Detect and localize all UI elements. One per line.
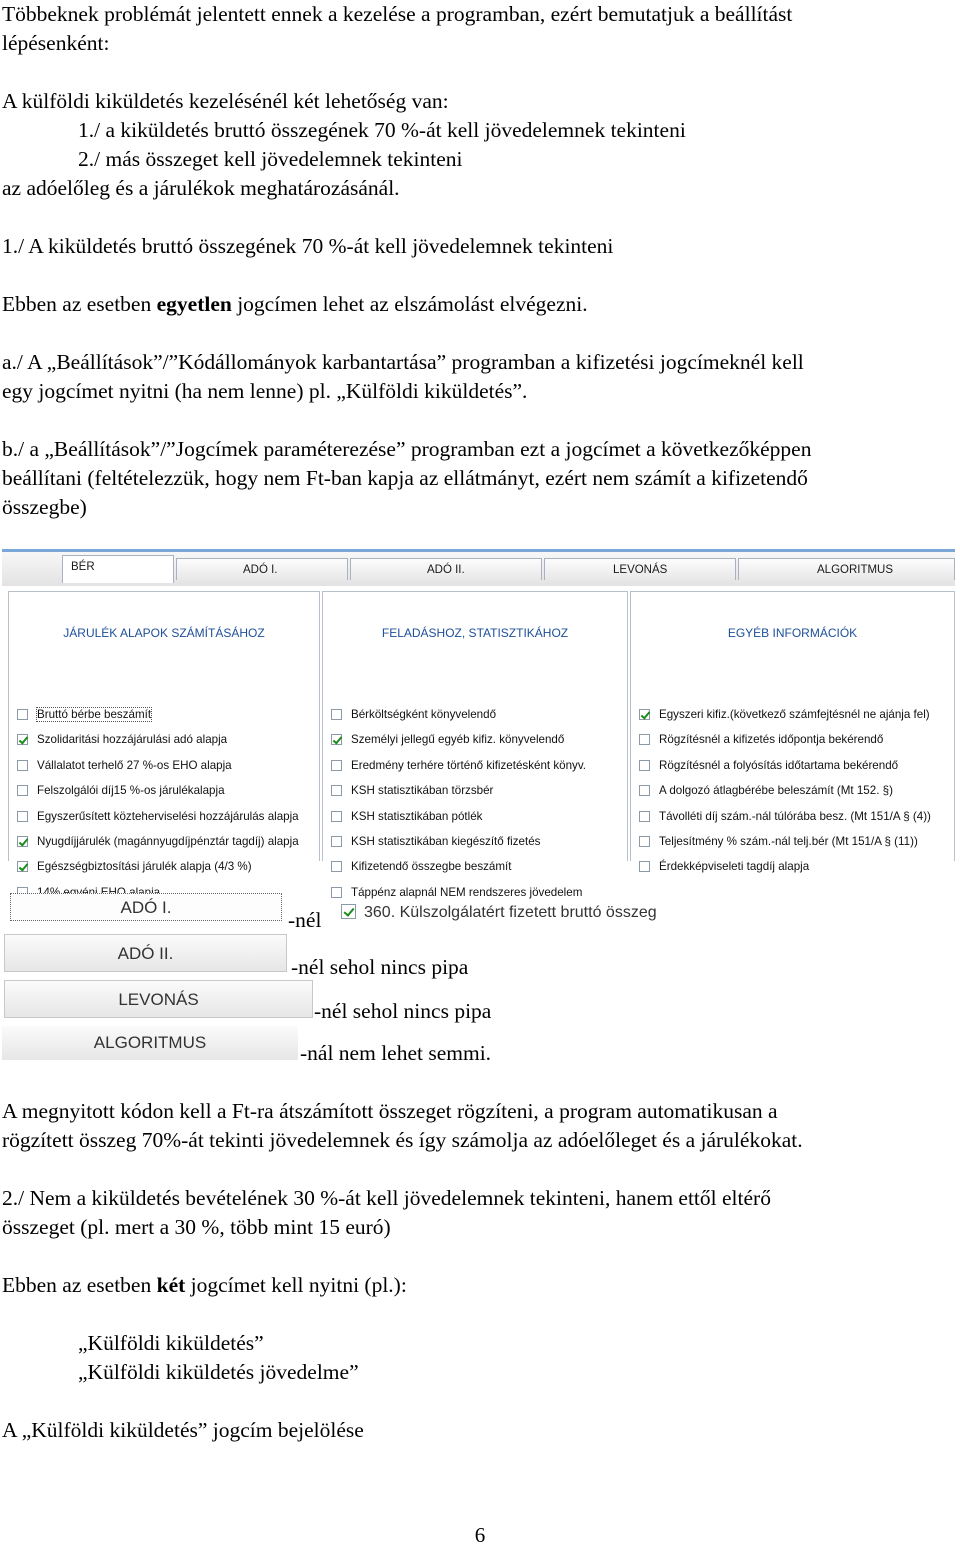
checkbox-label: Egyszerűsített közteherviselési hozzájárulás alapja <box>37 809 299 823</box>
checkbox-item[interactable] <box>37 756 232 776</box>
tab-ado-1[interactable]: ADÓ I. <box>176 558 348 580</box>
checkbox-item[interactable] <box>351 807 482 827</box>
after-line-2: rögzített összeg 70%-át tekinti jövedelemnek és így számolja az adóelőleget és a járulékokat. <box>2 1128 803 1152</box>
unchecked-checkbox[interactable] <box>331 887 342 898</box>
checkbox-item[interactable] <box>37 807 299 827</box>
group-egyeb-informaciok <box>630 591 955 874</box>
section-1-title: 1./ A kiküldetés bruttó összegének 70 %-át kell jövedelemnek tekinteni <box>2 234 614 258</box>
unchecked-checkbox[interactable] <box>639 734 650 745</box>
checkbox-item[interactable] <box>659 832 918 852</box>
checkbox-item[interactable] <box>659 705 930 725</box>
section-2-text: Ebben az esetben két jogcímet kell nyitni (pl.): <box>2 1273 407 1297</box>
checkbox-item[interactable] <box>37 705 151 725</box>
tab-levonas[interactable]: LEVONÁS <box>544 558 736 580</box>
step-a-line-1: a./ A „Beállítások”/”Kódállományok karbantartása” programban a kifizetési jogcímeknél kell <box>2 350 804 374</box>
checkbox-label: Táppénz alapnál NEM rendszeres jövedelem <box>351 885 583 899</box>
group-title: EGYÉB INFORMÁCIÓK <box>727 626 858 640</box>
tab-ado-2[interactable]: ADÓ II. <box>350 558 542 580</box>
checkbox-label: A dolgozó átlagbérébe beleszámít (Mt 152. §) <box>659 784 893 798</box>
after-line-1: A megnyitott kódon kell a Ft-ra átszámított összeget rögzíteni, a program automatikusan a <box>2 1099 778 1123</box>
checkbox-label: Vállalatot terhelő 27 %-os EHO alapja <box>37 758 232 772</box>
checkbox-item[interactable] <box>351 756 586 776</box>
checked-checkbox[interactable] <box>17 861 28 872</box>
unchecked-checkbox[interactable] <box>331 709 342 720</box>
code-1: „Külföldi kiküldetés” <box>78 1331 264 1355</box>
step-b-line-3: összegbe) <box>2 495 87 519</box>
section-1-bold: egyetlen <box>156 292 232 316</box>
checkbox-label: Egyszeri kifiz.(következő számfejtésnél ne ajánja fel) <box>659 708 930 721</box>
checkbox-label: Érdekképviseleti tagdíj alapja <box>659 860 810 874</box>
checked-checkbox[interactable] <box>17 836 28 847</box>
ado-2-note: -nél sehol nincs pipa <box>291 955 469 979</box>
final-line: A „Külföldi kiküldetés” jogcím bejelölése <box>2 1418 364 1442</box>
option-1: 1./ a kiküldetés bruttó összegének 70 %-át kell jövedelemnek tekinteni <box>78 118 686 142</box>
levonas-tab-button[interactable]: LEVONÁS <box>4 980 313 1018</box>
checkbox-item[interactable] <box>659 781 893 801</box>
unchecked-checkbox[interactable] <box>331 785 342 796</box>
checked-checkbox[interactable] <box>331 734 342 745</box>
checked-checkbox[interactable] <box>639 709 650 720</box>
intro-line-2: lépésenként: <box>2 31 110 55</box>
checkbox-label: Bruttó bérbe beszámít <box>37 708 152 721</box>
checkbox-label: Távolléti díj szám.-nál túlórába besz. (Mt 151/A § (4)) <box>659 809 931 823</box>
checkbox-item[interactable] <box>351 857 511 877</box>
step-b-line-1: b./ a „Beállítások”/”Jogcímek paraméterezése” programban ezt a jogcímet a következőképpen <box>2 437 812 461</box>
checkbox-label: KSH statisztikában törzsbér <box>351 784 494 798</box>
group-title: JÁRULÉK ALAPOK SZÁMÍTÁSÁHOZ <box>63 626 265 640</box>
unchecked-checkbox[interactable] <box>17 760 28 771</box>
checkbox-item[interactable] <box>659 730 883 750</box>
checkbox-item[interactable] <box>37 730 227 750</box>
checkbox-label: KSH statisztikában kiegészítő fizetés <box>351 835 541 848</box>
checkbox-item[interactable] <box>351 705 496 725</box>
checkbox-item[interactable] <box>659 756 898 776</box>
checkbox-label: Bérköltségként könyvelendő <box>351 708 497 721</box>
checkbox-item[interactable] <box>351 730 564 750</box>
intro-line-1: Többeknek problémát jelentett ennek a kezelése a programban, ezért bemutatjuk a beállítást <box>2 2 793 26</box>
section-1-text: Ebben az esetben egyetlen jogcímen lehet az elszámolást elvégezni. <box>2 292 588 316</box>
checkbox-item[interactable] <box>351 883 582 903</box>
algoritmus-note: -nál nem lehet semmi. <box>300 1041 492 1065</box>
unchecked-checkbox[interactable] <box>639 785 650 796</box>
group-jarulek-alapok <box>8 591 320 874</box>
unchecked-checkbox[interactable] <box>17 785 28 796</box>
checkbox-360-box[interactable] <box>341 904 356 919</box>
group-title: FELADÁSHOZ, STATISZTIKÁHOZ <box>381 626 569 640</box>
checkbox-label: Rögzítésnél a kifizetés időpontja bekérendő <box>659 733 884 747</box>
unchecked-checkbox[interactable] <box>639 811 650 822</box>
unchecked-checkbox[interactable] <box>17 709 28 720</box>
checkbox-item[interactable] <box>37 832 299 852</box>
unchecked-checkbox[interactable] <box>17 811 28 822</box>
checkbox-label: Egészségbiztosítási járulék alapja (4/3 %) <box>37 860 252 874</box>
options-tail: az adóelőleg és a járulékok meghatározásánál. <box>2 176 400 200</box>
step-a-line-2: egy jogcímet nyitni (ha nem lenne) pl. „Külföldi kiküldetés”. <box>2 379 528 403</box>
section-2-line-1: 2./ Nem a kiküldetés bevételének 30 %-át kell jövedelemnek tekinteni, hanem ettől eltérő <box>2 1186 771 1210</box>
checkbox-item[interactable] <box>37 857 252 877</box>
unchecked-checkbox[interactable] <box>331 836 342 847</box>
algoritmus-tab-button[interactable]: ALGORITMUS <box>2 1026 298 1060</box>
unchecked-checkbox[interactable] <box>331 760 342 771</box>
settings-tab-bar <box>2 549 955 586</box>
step-b-line-2: beállítani (feltételezzük, hogy nem Ft-ban kapja az ellátmányt, ezért nem számít a kifizetendő <box>2 466 808 490</box>
checkbox-360[interactable] <box>341 902 657 922</box>
levonas-note: -nél sehol nincs pipa <box>314 999 492 1023</box>
ado-1-tab-button[interactable]: ADÓ I. <box>10 893 282 921</box>
checkbox-item[interactable] <box>351 832 540 852</box>
unchecked-checkbox[interactable] <box>331 861 342 872</box>
checkbox-label: KSH statisztikában pótlék <box>351 809 483 823</box>
checkbox-item[interactable] <box>351 781 493 801</box>
tab-algoritmus[interactable]: ALGORITMUS <box>738 558 955 580</box>
checkbox-label: Személyi jellegű egyéb kifiz. könyvelendő <box>351 733 565 747</box>
checkbox-label: Rögzítésnél a folyósítás időtartama bekérendő <box>659 758 899 772</box>
checkbox-item[interactable] <box>659 857 809 877</box>
options-title: A külföldi kiküldetés kezelésénél két lehetőség van: <box>2 89 449 113</box>
checkbox-label: Teljesítmény % szám.-nál telj.bér (Mt 151/A § (11)) <box>659 835 918 848</box>
unchecked-checkbox[interactable] <box>331 811 342 822</box>
code-2: „Külföldi kiküldetés jövedelme” <box>78 1360 359 1384</box>
checkbox-360-label: 360. Külszolgálatért fizetett bruttó összeg <box>364 904 657 921</box>
checkbox-label: Felszolgálói díj15 %-os járulékalapja <box>37 784 225 798</box>
section-2-line-2: összeget (pl. mert a 30 %, több mint 15 euró) <box>2 1215 391 1239</box>
section-2-bold: két <box>156 1273 186 1297</box>
group-feladas-statisztika <box>322 591 628 899</box>
checkbox-label: Kifizetendő összegbe beszámít <box>351 860 512 874</box>
option-2: 2./ más összeget kell jövedelemnek tekinteni <box>78 147 463 171</box>
ado-2-tab-button[interactable]: ADÓ II. <box>4 934 287 972</box>
unchecked-checkbox[interactable] <box>639 836 650 847</box>
checkbox-label: Eredmény terhére történő kifizetésként könyv. <box>351 758 586 772</box>
checkbox-item[interactable] <box>659 807 931 827</box>
checkbox-label: Szolidaritási hozzájárulási adó alapja <box>37 733 228 747</box>
unchecked-checkbox[interactable] <box>639 861 650 872</box>
ado-1-note: -nél <box>288 908 322 932</box>
tab-ber[interactable]: BÉR <box>62 555 174 583</box>
unchecked-checkbox[interactable] <box>639 760 650 771</box>
checkbox-item[interactable] <box>37 781 225 801</box>
settings-screenshot <box>2 549 955 899</box>
checked-checkbox[interactable] <box>17 734 28 745</box>
checkbox-label: Nyugdíjjárulék (magánnyugdíjpénztár tagdíj) alapja <box>37 835 299 848</box>
page-number: 6 <box>474 1523 486 1547</box>
